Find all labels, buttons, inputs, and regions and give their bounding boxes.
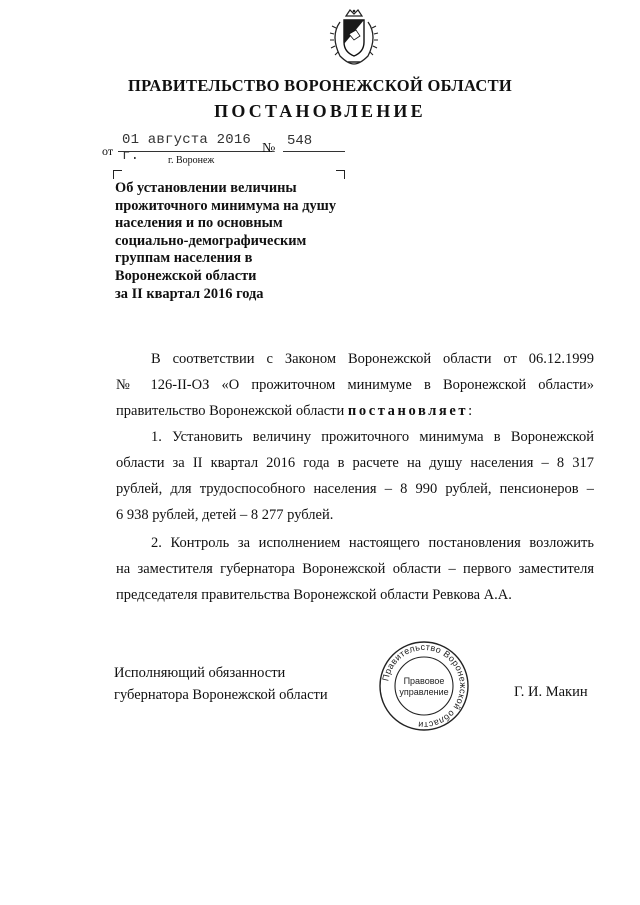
document-number: 548 [287, 133, 313, 149]
date-underline [118, 151, 272, 152]
text-line: № 126-II-ОЗ «О прожиточном минимуме в Воронежской области» [116, 377, 594, 393]
legal-department-stamp-icon [378, 640, 470, 732]
text-line: 1. Установить величину прожиточного минимума в Воронежской [151, 429, 594, 445]
text-line: В соответствии с Законом Воронежской области от 06.12.1999 [151, 351, 594, 367]
preamble-paragraph [116, 346, 594, 424]
item-1-paragraph [116, 424, 594, 528]
subject-corner-right [336, 170, 345, 179]
subject-line: Об установлении величины [115, 180, 297, 196]
text-line: 2. Контроль за исполнением настоящего постановления возложить [151, 535, 594, 551]
number-underline [283, 151, 345, 152]
stamp-ring-text: Правительство Воронежской области [380, 641, 469, 731]
subject-corner-left [113, 170, 122, 179]
preamble-subject: правительство Воронежской области [116, 403, 345, 419]
subject-line: социально-демографическим [115, 232, 307, 249]
subject-line: группам населения в [115, 250, 253, 267]
subject-line: Воронежской области [115, 267, 257, 284]
text-line [116, 398, 594, 424]
coat-of-arms-icon [322, 8, 386, 68]
position-line: Исполняющий обязанности [114, 665, 286, 681]
document-subject [115, 180, 355, 303]
organization-name: ПРАВИТЕЛЬСТВО ВОРОНЕЖСКОЙ ОБЛАСТИ [127, 76, 513, 95]
position-line: губернатора Воронежской области [114, 687, 328, 703]
stamp-center-line: Правовое [403, 676, 445, 686]
signatory-name: Г. И. Макин [514, 684, 588, 700]
document-type-title: ПОСТАНОВЛЕНИЕ [214, 101, 426, 121]
city-label: г. Воронеж [168, 155, 215, 166]
subject-line: населения и по основным [115, 215, 283, 232]
subject-line: прожиточного минимума на душу [115, 197, 337, 214]
text-line: области за II квартал 2016 года в расчете на душу населения – 8 317 [116, 455, 594, 471]
date-from-label: от [102, 144, 114, 158]
decree-verb: постановляет [347, 403, 469, 419]
text-line: председателя правительства Воронежской области Ревкова А.А. [116, 587, 512, 603]
document-date: 01 августа 2016 г. [122, 132, 252, 164]
text-line: на заместителя губернатора Воронежской области – первого заместителя [116, 561, 594, 577]
item-2-paragraph [116, 530, 594, 608]
stamp-center-line: управление [399, 687, 449, 697]
text-line: 6 938 рублей, детей – 8 277 рублей. [116, 507, 334, 523]
signatory-position [114, 662, 328, 706]
text-line: рублей, для трудоспособного населения – 8 990 рублей, пенсионеров – [116, 481, 594, 497]
number-label: № [262, 141, 276, 156]
preamble-colon: : [468, 403, 473, 419]
subject-line: за II квартал 2016 года [115, 285, 264, 302]
